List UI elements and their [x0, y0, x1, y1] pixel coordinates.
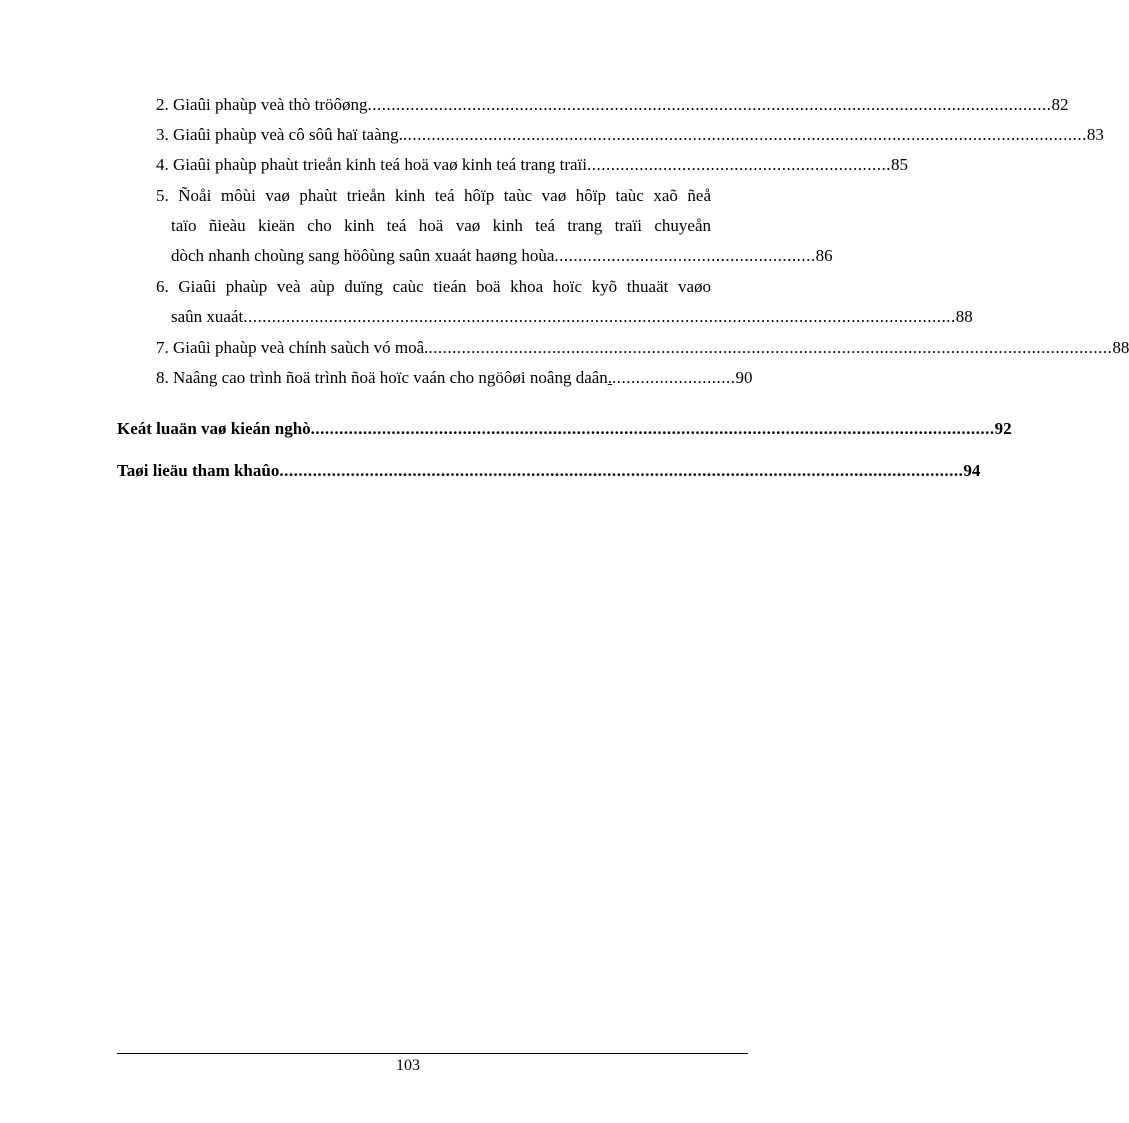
toc-entry-line: taïo ñieàu kieän cho kinh teá hoä vaø kinh teá trang traïi chuyeån [171, 216, 711, 235]
toc-entry [156, 338, 1129, 358]
toc-entry-title: 4. Giaûi phaùp phaùt trieån kinh teá hoä vaø kinh teá trang traïi [156, 155, 588, 174]
toc-main-entry [117, 461, 981, 481]
toc-entry-title: Taøi lieäu tham khaûo [117, 461, 280, 480]
toc-entry-page: 86 [815, 246, 833, 265]
toc-entry [156, 368, 753, 388]
toc-entry-page: 90 [735, 368, 753, 387]
toc-entry-page: 94 [963, 461, 981, 480]
toc-leader-dots: ................................................................................................................................................ [310, 419, 995, 438]
toc-entry-title: 3. Giaûi phaùp veà cô sôû haï taàng. [156, 125, 403, 144]
toc-entry-page: 83 [1086, 125, 1104, 144]
toc-underlined-dot: . [607, 368, 613, 387]
toc-leader-dots: ................................................................................................................................................ [402, 125, 1087, 144]
toc-leader-dots: ....................................................... [554, 246, 816, 265]
toc-entry-last-line [171, 246, 833, 266]
toc-entry-title: 7. Giaûi phaùp veà chính saùch vó moâ. [156, 338, 429, 357]
toc-entry-title: Keát luaän vaø kieán nghò [117, 419, 311, 438]
toc-entry-page: 92 [994, 419, 1012, 438]
toc-entry-line: 6. Giaûi phaùp veà aùp duïng caùc tieán boä khoa hoïc kyõ thuaät vaøo [156, 277, 711, 296]
toc-entry [156, 125, 1104, 145]
toc-entry-title: 2. Giaûi phaùp veà thò tröôøng [156, 95, 368, 114]
toc-main-entry [117, 419, 1012, 439]
toc-leader-dots: .......................... [612, 368, 736, 387]
toc-leader-dots: ................................................................................................................................................ [279, 461, 964, 480]
toc-entry-last-line [171, 307, 973, 327]
toc-entry [156, 95, 1069, 115]
footer-divider [117, 1053, 748, 1054]
toc-entry-page: 82 [1051, 95, 1069, 114]
toc-leader-dots: ...................................................................................................................................................... [243, 307, 956, 326]
page-number: 103 [396, 1057, 420, 1074]
toc-leader-dots: ................................................................................................................................................ [367, 95, 1052, 114]
toc-entry-page: 88 [1112, 338, 1129, 357]
toc-leader-dots: ................................................................ [587, 155, 892, 174]
toc-entry-title: 8. Naâng cao trình ñoä trình ñoä hoïc vaán cho ngöôøi noâng daân [156, 368, 608, 387]
toc-entry-page: 85 [891, 155, 909, 174]
toc-entry [156, 155, 909, 175]
toc-leader-dots: ................................................................................................................................................ [428, 338, 1113, 357]
toc-entry-title: saûn xuaát [171, 307, 244, 326]
toc-entry-title: dòch nhanh choùng sang höôùng saûn xuaát haøng hoùa [171, 246, 555, 265]
toc-entry-line: 5. Ñoåi môùi vaø phaùt trieån kinh teá hôïp taùc vaø hôïp taùc xaõ ñeå [156, 186, 711, 205]
toc-entry-page: 88 [955, 307, 973, 326]
